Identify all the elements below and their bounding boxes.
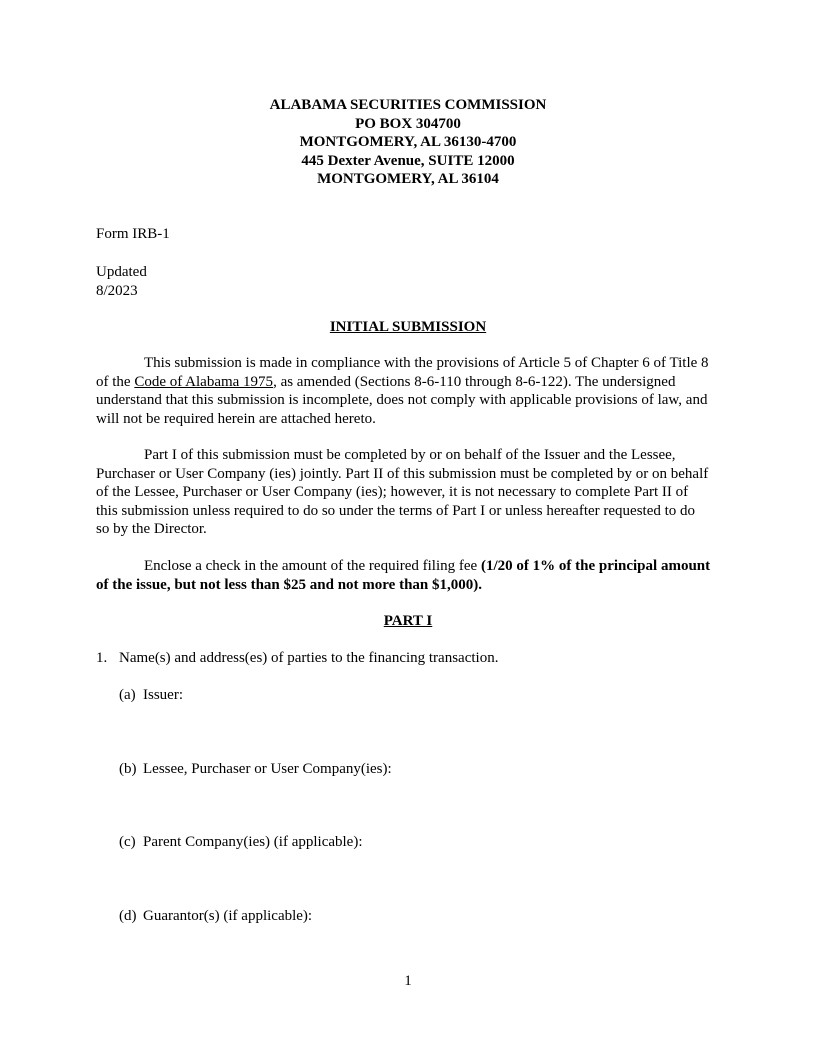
code-of-alabama-reference: Code of Alabama 1975 [134, 373, 274, 390]
subitem-issuer-text: Issuer: [143, 687, 183, 703]
subitem-issuer [119, 686, 183, 705]
header-line-po-box: PO BOX 304700 [355, 115, 461, 132]
compliance-text-start: This submission is made in compliance with the provisions of Article 5 of Chapter 6 of Title 8 of the [96, 355, 709, 390]
page-title: INITIAL SUBMISSION [329, 319, 487, 335]
commission-header [0, 96, 816, 189]
subitem-guarantor-text: Guarantor(s) (if applicable): [143, 908, 313, 924]
page-number: 1 [404, 973, 412, 989]
updated-label: Updated [96, 264, 147, 280]
subitem-lessee-text: Lessee, Purchaser or User Company(ies): [143, 761, 392, 777]
updated-date: 8/2023 [96, 282, 138, 299]
form-id: Form IRB-1 [96, 226, 170, 242]
subitem-guarantor [119, 907, 312, 926]
form-updated [96, 263, 712, 300]
item-1-number: 1. [96, 650, 108, 666]
part-heading: PART I [383, 613, 433, 629]
compliance-text-end: , as amended (Sections 8-6-110 through 8-6-122). The undersigned understand that this submission is incomplete, does not comply with applicable provisions of law, and will not be required herein are attached hereto. [96, 373, 708, 427]
header-line-city-po: MONTGOMERY, AL 36130-4700 [299, 134, 517, 150]
paragraph-compliance [96, 354, 712, 428]
header-line-street: 445 Dexter Avenue, SUITE 12000 [301, 152, 515, 169]
subitem-lessee-label: (b) [119, 761, 137, 777]
item-1-text: Name(s) and address(es) of parties to the financing transaction. [119, 650, 499, 666]
filing-fee-amount: (1/20 of 1% of the principal amount of the issue, but not less than $25 and not more than $1,000). [96, 558, 711, 593]
filing-fee-text: Enclose a check in the amount of the required filing fee [144, 558, 481, 574]
subitem-parent-company-text: Parent Company(ies) (if applicable): [143, 834, 363, 850]
subitem-issuer-label: (a) [119, 687, 136, 703]
item-1 [96, 649, 498, 668]
paragraph-filing-fee [96, 557, 712, 594]
header-line-agency: ALABAMA SECURITIES COMMISSION [269, 97, 547, 113]
subitem-parent-company [119, 833, 363, 852]
parts-instructions-text: Part I of this submission must be completed by or on behalf of the Issuer and the Lessee, Purchaser or User Company (ies) jointly. Part II of this submission must be completed by or on behalf of the Lessee, Purchaser or User Company (ies); however, it is not necessary to complete Part II of this submission unless required to do so under the terms of Part I or unless hereafter requested to do so by the Director. [96, 447, 709, 537]
paragraph-parts-instructions [96, 446, 712, 539]
subitem-parent-company-label: (c) [119, 834, 136, 850]
subitem-lessee [119, 760, 392, 779]
header-line-city-street: MONTGOMERY, AL 36104 [317, 171, 499, 187]
subitem-guarantor-label: (d) [119, 908, 137, 924]
